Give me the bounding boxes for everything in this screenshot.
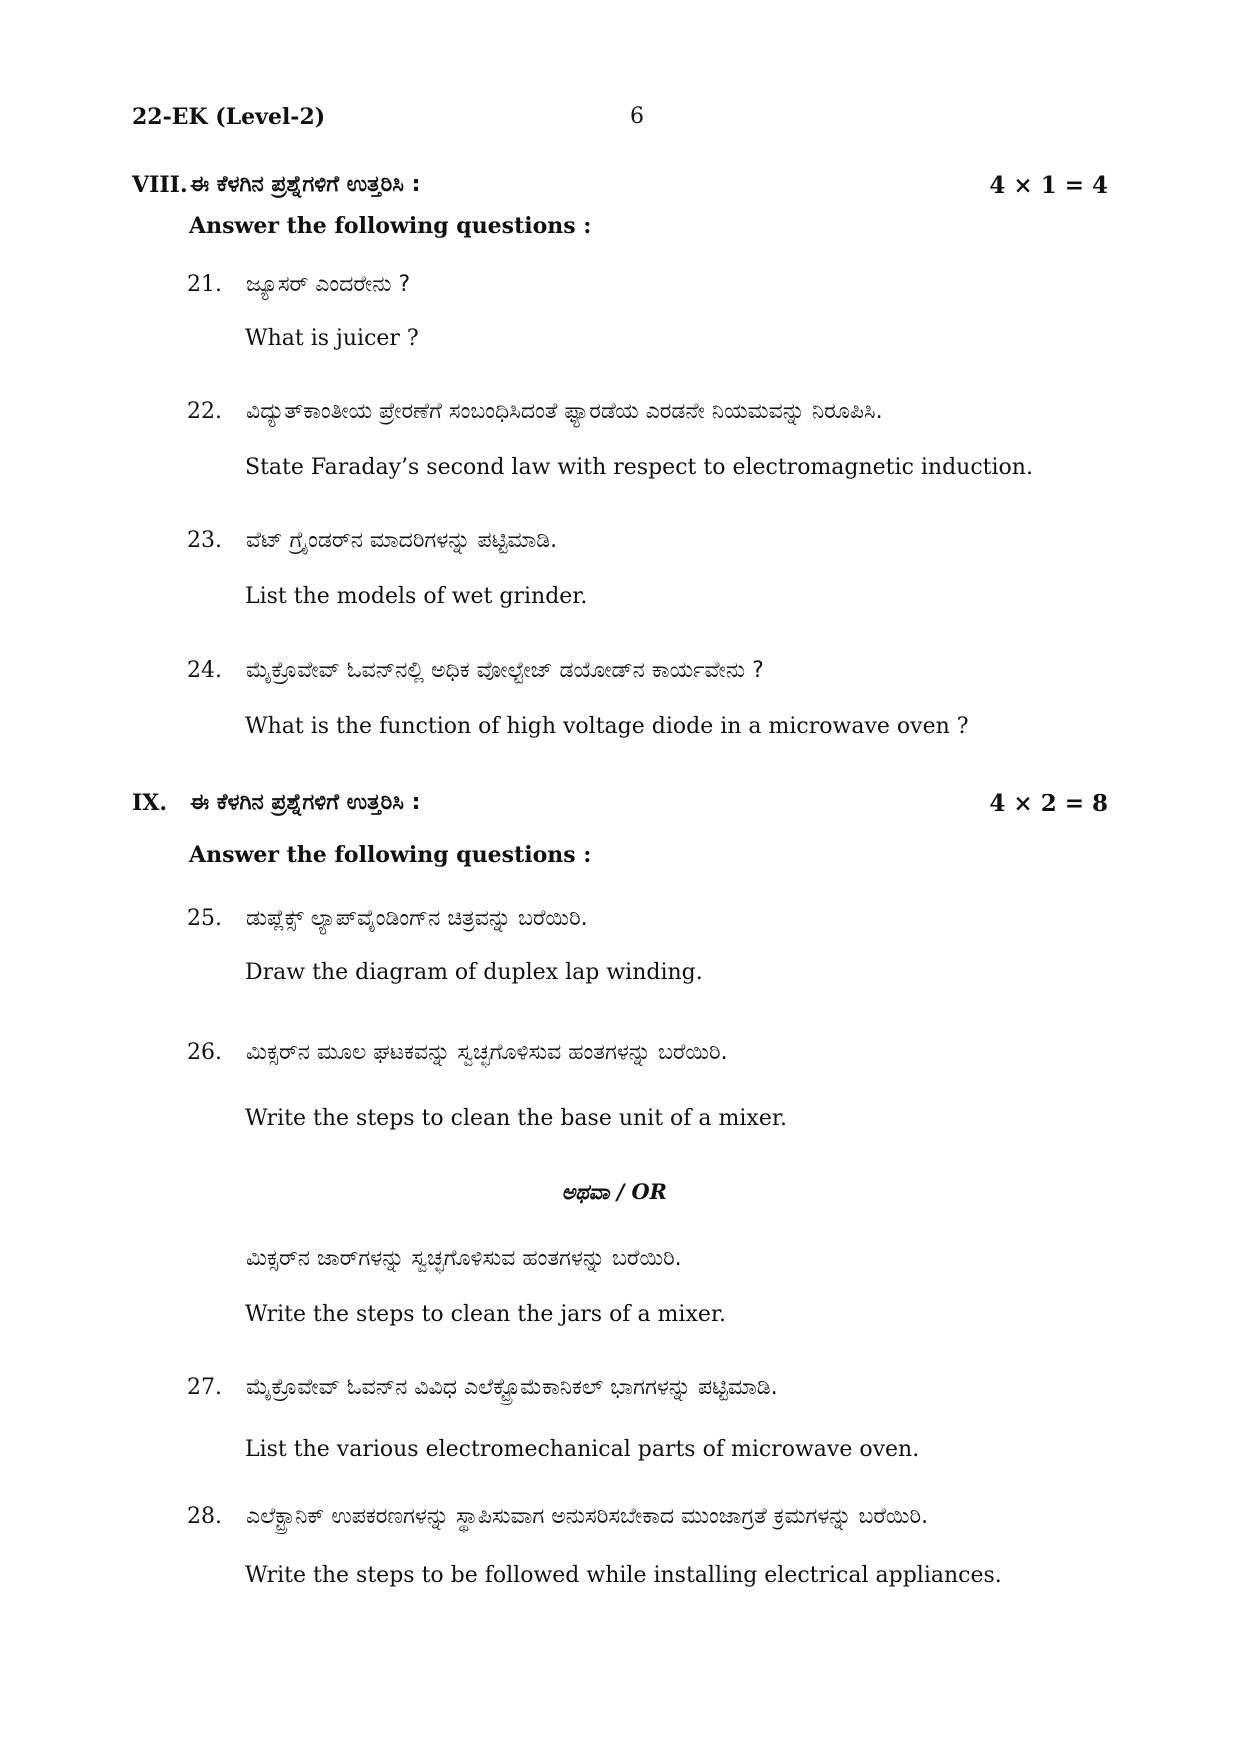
question-26-alternative-kannada: ಮಿಕ್ಸರ್‌ನ ಜಾರ್‌ಗಳನ್ನು ಸ್ವಚ್ಛಗೊಳಿಸುವ ಹಂತಗಳನ್ನು ಬರೆಯಿರಿ. bbox=[246, 1246, 682, 1271]
question-25-number: 25. bbox=[187, 906, 222, 931]
question-28-number: 28. bbox=[187, 1504, 222, 1529]
question-23-kannada: ವೆಟ್ ಗ್ರೈಂಡರ್‌ನ ಮಾದರಿಗಳನ್ನು ಪಟ್ಟಿಮಾಡಿ. bbox=[246, 528, 558, 553]
question-28-kannada: ಎಲೆಕ್ಟ್ರಾನಿಕ್ ಉಪಕರಣಗಳನ್ನು ಸ್ಥಾಪಿಸುವಾಗ ಅನುಸರಿಸಬೇಕಾದ ಮುಂಜಾಗ್ರತೆ ಕ್ರಮಗಳನ್ನು ಬರೆಯಿರಿ. bbox=[246, 1504, 929, 1529]
question-21-english: What is juicer ? bbox=[245, 326, 419, 351]
question-22-number: 22. bbox=[187, 399, 222, 424]
question-22-kannada: ವಿದ್ಯುತ್‌ಕಾಂತೀಯ ಪ್ರೇರಣೆಗೆ ಸಂಬಂಧಿಸಿದಂತೆ ಫ್ಯಾರಡೆಯ ಎರಡನೇ ನಿಯಮವನ್ನು ನಿರೂಪಿಸಿ. bbox=[246, 399, 883, 424]
question-26-number: 26. bbox=[187, 1040, 222, 1065]
question-25-kannada: ಡುಪ್ಲೆಕ್ಸ್ ಲ್ಯಾಪ್‌ವೈಂಡಿಂಗ್‌ನ ಚಿತ್ರವನ್ನು ಬರೆಯಿರಿ. bbox=[246, 906, 588, 931]
question-26-kannada: ಮಿಕ್ಸರ್‌ನ ಮೂಲ ಘಟಕವನ್ನು ಸ್ವಚ್ಛಗೊಳಿಸುವ ಹಂತಗಳನ್ನು ಬರೆಯಿರಿ. bbox=[246, 1040, 728, 1065]
section-ix-marks: 4 × 2 = 8 bbox=[989, 790, 1108, 817]
page-number: 6 bbox=[630, 104, 644, 129]
question-23-english: List the models of wet grinder. bbox=[245, 584, 588, 609]
question-28-english: Write the steps to be followed while installing electrical appliances. bbox=[245, 1563, 1002, 1588]
question-26-english: Write the steps to clean the base unit of a mixer. bbox=[245, 1106, 787, 1131]
section-viii-title-english: Answer the following questions : bbox=[189, 213, 592, 239]
question-21-number: 21. bbox=[187, 272, 222, 297]
section-viii-number: VIII. bbox=[132, 172, 188, 198]
question-27-number: 27. bbox=[187, 1375, 222, 1400]
section-viii-marks: 4 × 1 = 4 bbox=[989, 172, 1108, 199]
question-27-english: List the various electromechanical parts of microwave oven. bbox=[245, 1437, 920, 1462]
document-code: 22-EK (Level-2) bbox=[132, 104, 326, 130]
section-viii-title-kannada: ಈ ಕೆಳಗಿನ ಪ್ರಶ್ನೆಗಳಿಗೆ ಉತ್ತರಿಸಿ : bbox=[190, 172, 421, 197]
question-24-english: What is the function of high voltage diode in a microwave oven ? bbox=[245, 714, 969, 739]
question-26-alternative-english: Write the steps to clean the jars of a mixer. bbox=[245, 1302, 726, 1327]
section-ix-number: IX. bbox=[132, 790, 168, 816]
question-22-english: State Faraday’s second law with respect to electromagnetic induction. bbox=[245, 455, 1033, 480]
section-ix-title-kannada: ಈ ಕೆಳಗಿನ ಪ್ರಶ್ನೆಗಳಿಗೆ ಉತ್ತರಿಸಿ : bbox=[190, 790, 421, 815]
question-27-kannada: ಮೈಕ್ರೊವೇವ್ ಓವನ್‌ನ ವಿವಿಧ ಎಲೆಕ್ಟ್ರೊಮೆಕಾನಿಕಲ್ ಭಾಗಗಳನ್ನು ಪಟ್ಟಿಮಾಡಿ. bbox=[246, 1375, 778, 1400]
or-separator: ಅಥವಾ / OR bbox=[561, 1179, 667, 1204]
section-ix-title-english: Answer the following questions : bbox=[189, 842, 592, 868]
question-23-number: 23. bbox=[187, 528, 222, 553]
question-24-kannada: ಮೈಕ್ರೊವೇವ್ ಓವನ್‌ನಲ್ಲಿ ಅಧಿಕ ವೋಲ್ಟೇಜ್ ಡಯೋಡ್‌ನ ಕಾರ್ಯವೇನು ? bbox=[246, 658, 764, 683]
question-24-number: 24. bbox=[187, 658, 222, 683]
question-25-english: Draw the diagram of duplex lap winding. bbox=[245, 960, 703, 985]
question-21-kannada: ಜ್ಯೂಸರ್ ಎಂದರೇನು ? bbox=[246, 272, 411, 297]
